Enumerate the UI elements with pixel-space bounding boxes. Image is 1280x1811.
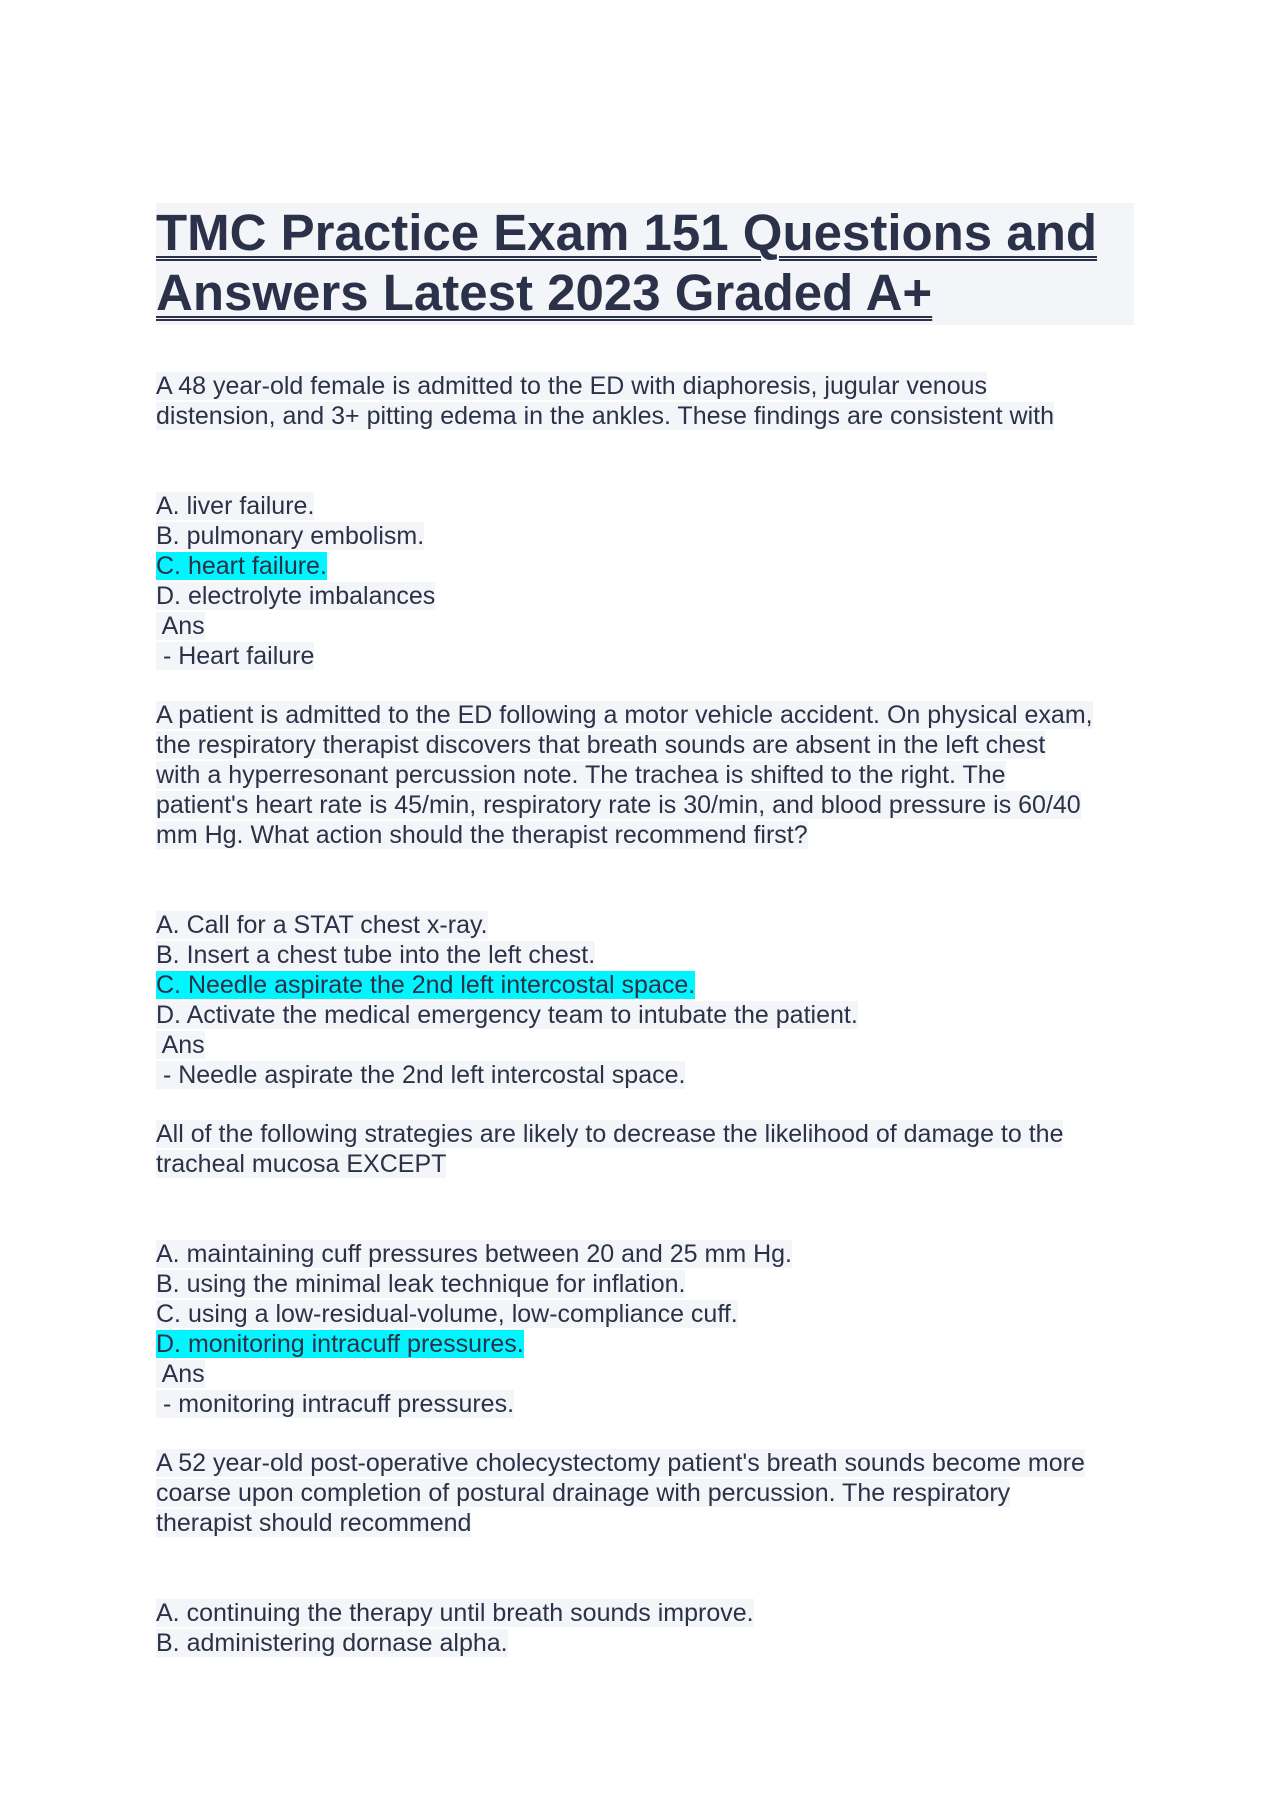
question-stem-line: coarse upon completion of postural drainage with percussion. The respiratory	[156, 1479, 1011, 1507]
document-title	[156, 203, 1134, 325]
question-stem-line: the respiratory therapist discovers that breath sounds are absent in the left chest	[156, 731, 1046, 759]
document-body	[156, 203, 1134, 1658]
answer-option-d: D. electrolyte imbalances	[156, 582, 436, 610]
ans-label: Ans	[156, 612, 205, 640]
question-stem-line: A patient is admitted to the ED following a motor vehicle accident. On physical exam,	[156, 701, 1093, 729]
question-4	[156, 1448, 1134, 1658]
answer-option-c-correct	[156, 551, 1134, 581]
ans-label: Ans	[156, 1360, 205, 1388]
answer-option-a: A. maintaining cuff pressures between 20 and 25 mm Hg.	[156, 1240, 792, 1268]
answer-option-a: A. liver failure.	[156, 492, 315, 520]
answer-text: - monitoring intracuff pressures.	[156, 1390, 515, 1418]
answer-option-b: B. administering dornase alpha.	[156, 1629, 508, 1657]
correct-answer-highlight: C. heart failure.	[156, 552, 327, 580]
question-list	[156, 371, 1134, 1658]
question-stem-line: All of the following strategies are likely to decrease the likelihood of damage to the	[156, 1120, 1064, 1148]
answer-option-b: B. Insert a chest tube into the left chest.	[156, 941, 596, 969]
question-2	[156, 700, 1134, 1119]
answer-option-c-correct	[156, 970, 1134, 1000]
question-stem-line: A 48 year-old female is admitted to the ED with diaphoresis, jugular venous	[156, 372, 988, 400]
title-line-1: TMC Practice Exam 151 Questions and	[156, 204, 1098, 261]
question-stem-line: therapist should recommend	[156, 1509, 472, 1537]
question-stem-line: patient's heart rate is 45/min, respiratory rate is 30/min, and blood pressure is 60/40	[156, 791, 1081, 819]
ans-label: Ans	[156, 1031, 205, 1059]
question-stem-line: with a hyperresonant percussion note. The trachea is shifted to the right. The	[156, 761, 1006, 789]
correct-answer-highlight: C. Needle aspirate the 2nd left intercostal space.	[156, 971, 696, 999]
question-stem-line: distension, and 3+ pitting edema in the ankles. These findings are consistent with	[156, 402, 1055, 430]
question-stem-line: tracheal mucosa EXCEPT	[156, 1150, 447, 1178]
answer-text: - Heart failure	[156, 642, 315, 670]
correct-answer-highlight: D. monitoring intracuff pressures.	[156, 1330, 524, 1358]
answer-option-b: B. using the minimal leak technique for inflation.	[156, 1270, 686, 1298]
answer-option-d: D. Activate the medical emergency team to intubate the patient.	[156, 1001, 858, 1029]
answer-option-a: A. continuing the therapy until breath sounds improve.	[156, 1599, 754, 1627]
answer-option-b: B. pulmonary embolism.	[156, 522, 425, 550]
question-3	[156, 1119, 1134, 1448]
answer-option-c: C. using a low-residual-volume, low-compliance cuff.	[156, 1300, 738, 1328]
question-stem-line: mm Hg. What action should the therapist recommend first?	[156, 821, 808, 849]
answer-text: - Needle aspirate the 2nd left intercostal space.	[156, 1061, 686, 1089]
question-stem-line: A 52 year-old post-operative cholecystectomy patient's breath sounds become more	[156, 1449, 1085, 1477]
title-line-2: Answers Latest 2023 Graded A+	[156, 264, 933, 321]
answer-option-a: A. Call for a STAT chest x-ray.	[156, 911, 488, 939]
answer-option-d-correct	[156, 1329, 1134, 1359]
question-1	[156, 371, 1134, 700]
